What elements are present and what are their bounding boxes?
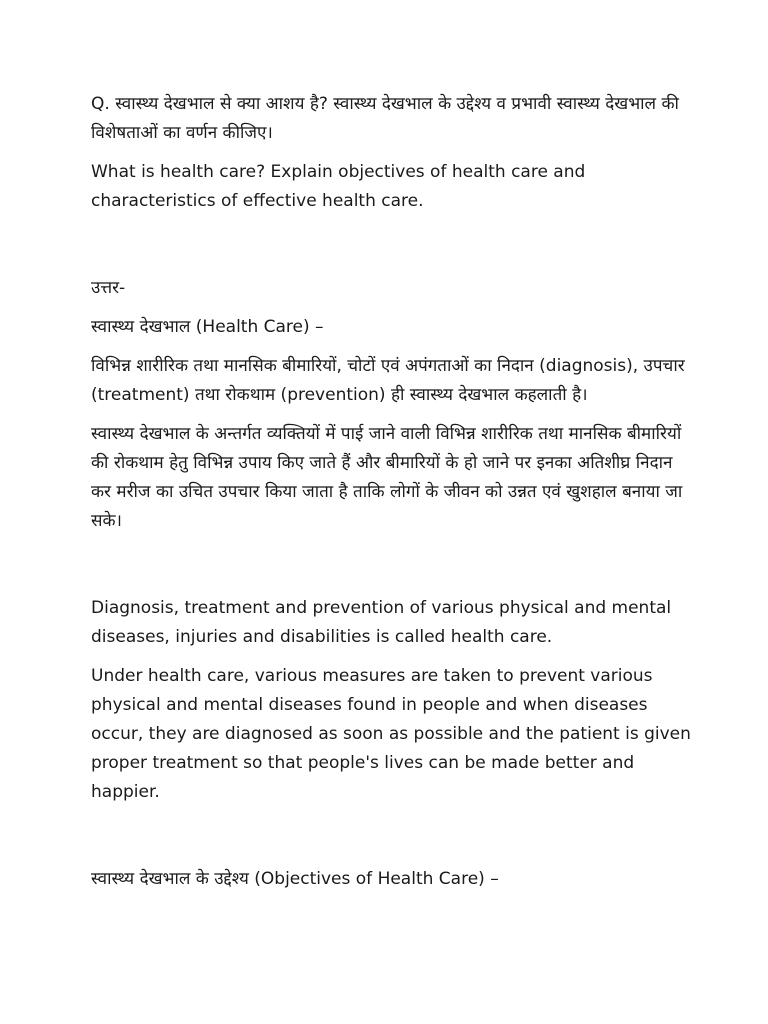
question-hindi: Q. स्वास्थ्य देखभाल से क्या आशय है? स्वास्थ्य देखभाल के उद्देश्य व प्रभावी स्वास्थ्य देखभाल की विशेषताओं का वर्णन कीजिए।	[91, 94, 679, 143]
answer-label: उत्तर-	[91, 278, 126, 298]
english-definition-paragraph: Diagnosis, treatment and prevention of various physical and mental diseases, injuries and disabilities is called health care.	[91, 598, 672, 647]
english-explanation-paragraph: Under health care, various measures are taken to prevent various physical and mental diseases found in people and when diseases occur, they are diagnosed as soon as possible and the patient is given proper treatment so that people's lives can be made better and happier.	[91, 666, 691, 802]
hindi-explanation-paragraph: स्वास्थ्य देखभाल के अन्तर्गत व्यक्तियों में पाई जाने वाली विभिन्न शारीरिक तथा मानसिक बीमारियों की रोकथाम हेतु विभिन्न उपाय किए जाते हैं और बीमारियों के हो जाने पर इनका अतिशीघ्र निदान कर मरीज का उचित उपचार किया जाता है ताकि लोगों के जीवन को उन्नत एवं खुशहाल बनाया जा सके।	[91, 424, 683, 531]
hindi-definition-paragraph: विभिन्न शारीरिक तथा मानसिक बीमारियों, चोटों एवं अपंगताओं का निदान (diagnosis), उपचार (treatment) तथा रोकथाम (prevention) ही स्वास्थ्य देखभाल कहलाती है।	[91, 356, 685, 405]
health-care-heading: स्वास्थ्य देखभाल (Health Care) –	[91, 317, 324, 337]
objectives-heading: स्वास्थ्य देखभाल के उद्देश्य (Objectives of Health Care) –	[91, 869, 499, 889]
document-page	[91, 90, 691, 894]
question-english: What is health care? Explain objectives of health care and characteristics of effective health care.	[91, 162, 586, 211]
